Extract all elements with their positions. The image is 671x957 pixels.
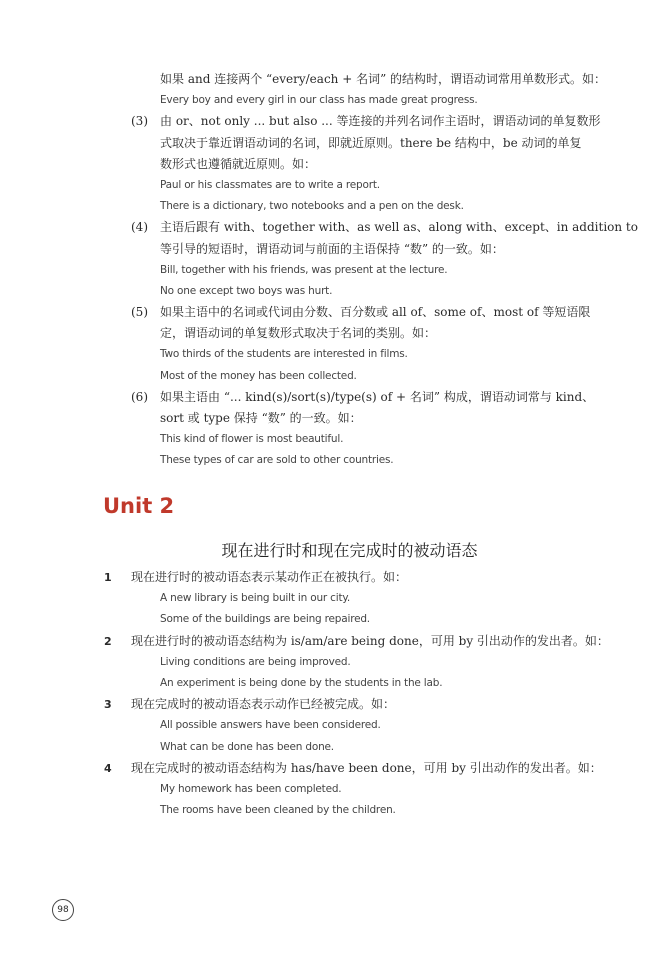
item-number: 4 [104, 761, 112, 775]
rule-text [0, 217, 671, 238]
rule-text [0, 302, 671, 323]
item-number: 1 [104, 571, 112, 584]
item-line: 现在完成时的被动语态结构为 has/have been done，可用 by 引出动作的发出者。如： [131, 760, 602, 775]
rule-line: sort 或 type 保持 “数” 的一致。如： [160, 411, 362, 425]
rule-line: 数形式也遵循就近原则。如： [160, 156, 317, 171]
example-sentence: What can be done has been done. [160, 740, 334, 753]
rule-text: 如果 and 连接两个 “every/each + 名词” 的结构时，谓语动词常用单数形式。如： [160, 72, 607, 86]
item-text [0, 631, 671, 652]
example-sentence: Living conditions are being improved. [160, 655, 351, 668]
grammar-rules-continued [0, 69, 671, 472]
example-sentence: Bill, together with his friends, was present at the lecture. [160, 263, 448, 276]
example-sentence: This kind of flower is most beautiful. [160, 433, 344, 446]
example-sentence: My homework has been completed. [160, 782, 342, 795]
example-sentence: An experiment is being done by the students in the lab. [160, 676, 443, 689]
example-sentence: There is a dictionary, two notebooks and a pen on the desk. [160, 200, 464, 213]
rule-text [0, 387, 671, 408]
page-number: 98 [52, 899, 74, 921]
rule-line: 定，谓语动词的单复数形式取决于名词的类别。如： [160, 326, 437, 341]
example-sentence: All possible answers have been considered. [160, 719, 381, 732]
rule-text [0, 111, 671, 132]
section-heading: 现在进行时和现在完成时的被动语态 [221, 541, 478, 560]
example-sentence: The rooms have been cleaned by the children. [160, 804, 396, 817]
rule-line: 等引导的短语时，谓语动词与前面的主语保持 “数” 的一致。如： [160, 241, 504, 256]
rule-number: (4) [131, 220, 148, 235]
rule-number: (6) [131, 389, 148, 404]
example-sentence: No one except two boys was hurt. [160, 284, 333, 297]
item-text [0, 758, 671, 779]
item-number: 2 [104, 634, 112, 648]
example-sentence: Most of the money has been collected. [160, 369, 357, 382]
example-sentence: A new library is being built in our city. [160, 592, 351, 605]
item-line: 现在完成时的被动语态表示动作已经被完成。如： [131, 697, 396, 712]
rule-line: 如果主语中的名词或代词由分数、百分数或 all of、some of、most of 等短语限 [160, 305, 591, 320]
unit-items [0, 567, 671, 821]
item-line: 现在进行时的被动语态结构为 is/am/are being done，可用 by 引出动作的发出者。如： [131, 633, 609, 648]
example-sentence: Every boy and every girl in our class has made great progress. [160, 94, 478, 107]
item-number: 3 [104, 698, 112, 712]
item-line: 现在进行时的被动语态表示某动作正在被执行。如： [131, 570, 408, 584]
rule-line: 式取决于靠近谓语动词的名词，即就近原则。there be 结构中，be 动词的单复 [160, 135, 582, 150]
rule-line: 如果主语由 “... kind(s)/sort(s)/type(s) of + 名词” 构成，谓语动词常与 kind、 [160, 389, 595, 404]
item-text [0, 694, 671, 715]
rule-line: 主语后跟有 with、together with、as well as、along with、except、in addition to [160, 220, 638, 235]
example-sentence: Some of the buildings are being repaired. [160, 613, 370, 626]
example-sentence: These types of car are sold to other countries. [160, 454, 394, 467]
rule-number: (5) [131, 305, 148, 320]
example-sentence: Paul or his classmates are to write a report. [160, 178, 380, 191]
item-text [0, 567, 671, 588]
rule-line: 由 or、not only ... but also ... 等连接的并列名词作主语时，谓语动词的单复数形 [160, 114, 601, 129]
unit-title: Unit 2 [103, 494, 175, 518]
rule-number: (3) [131, 114, 148, 129]
example-sentence: Two thirds of the students are interested in films. [160, 348, 408, 361]
